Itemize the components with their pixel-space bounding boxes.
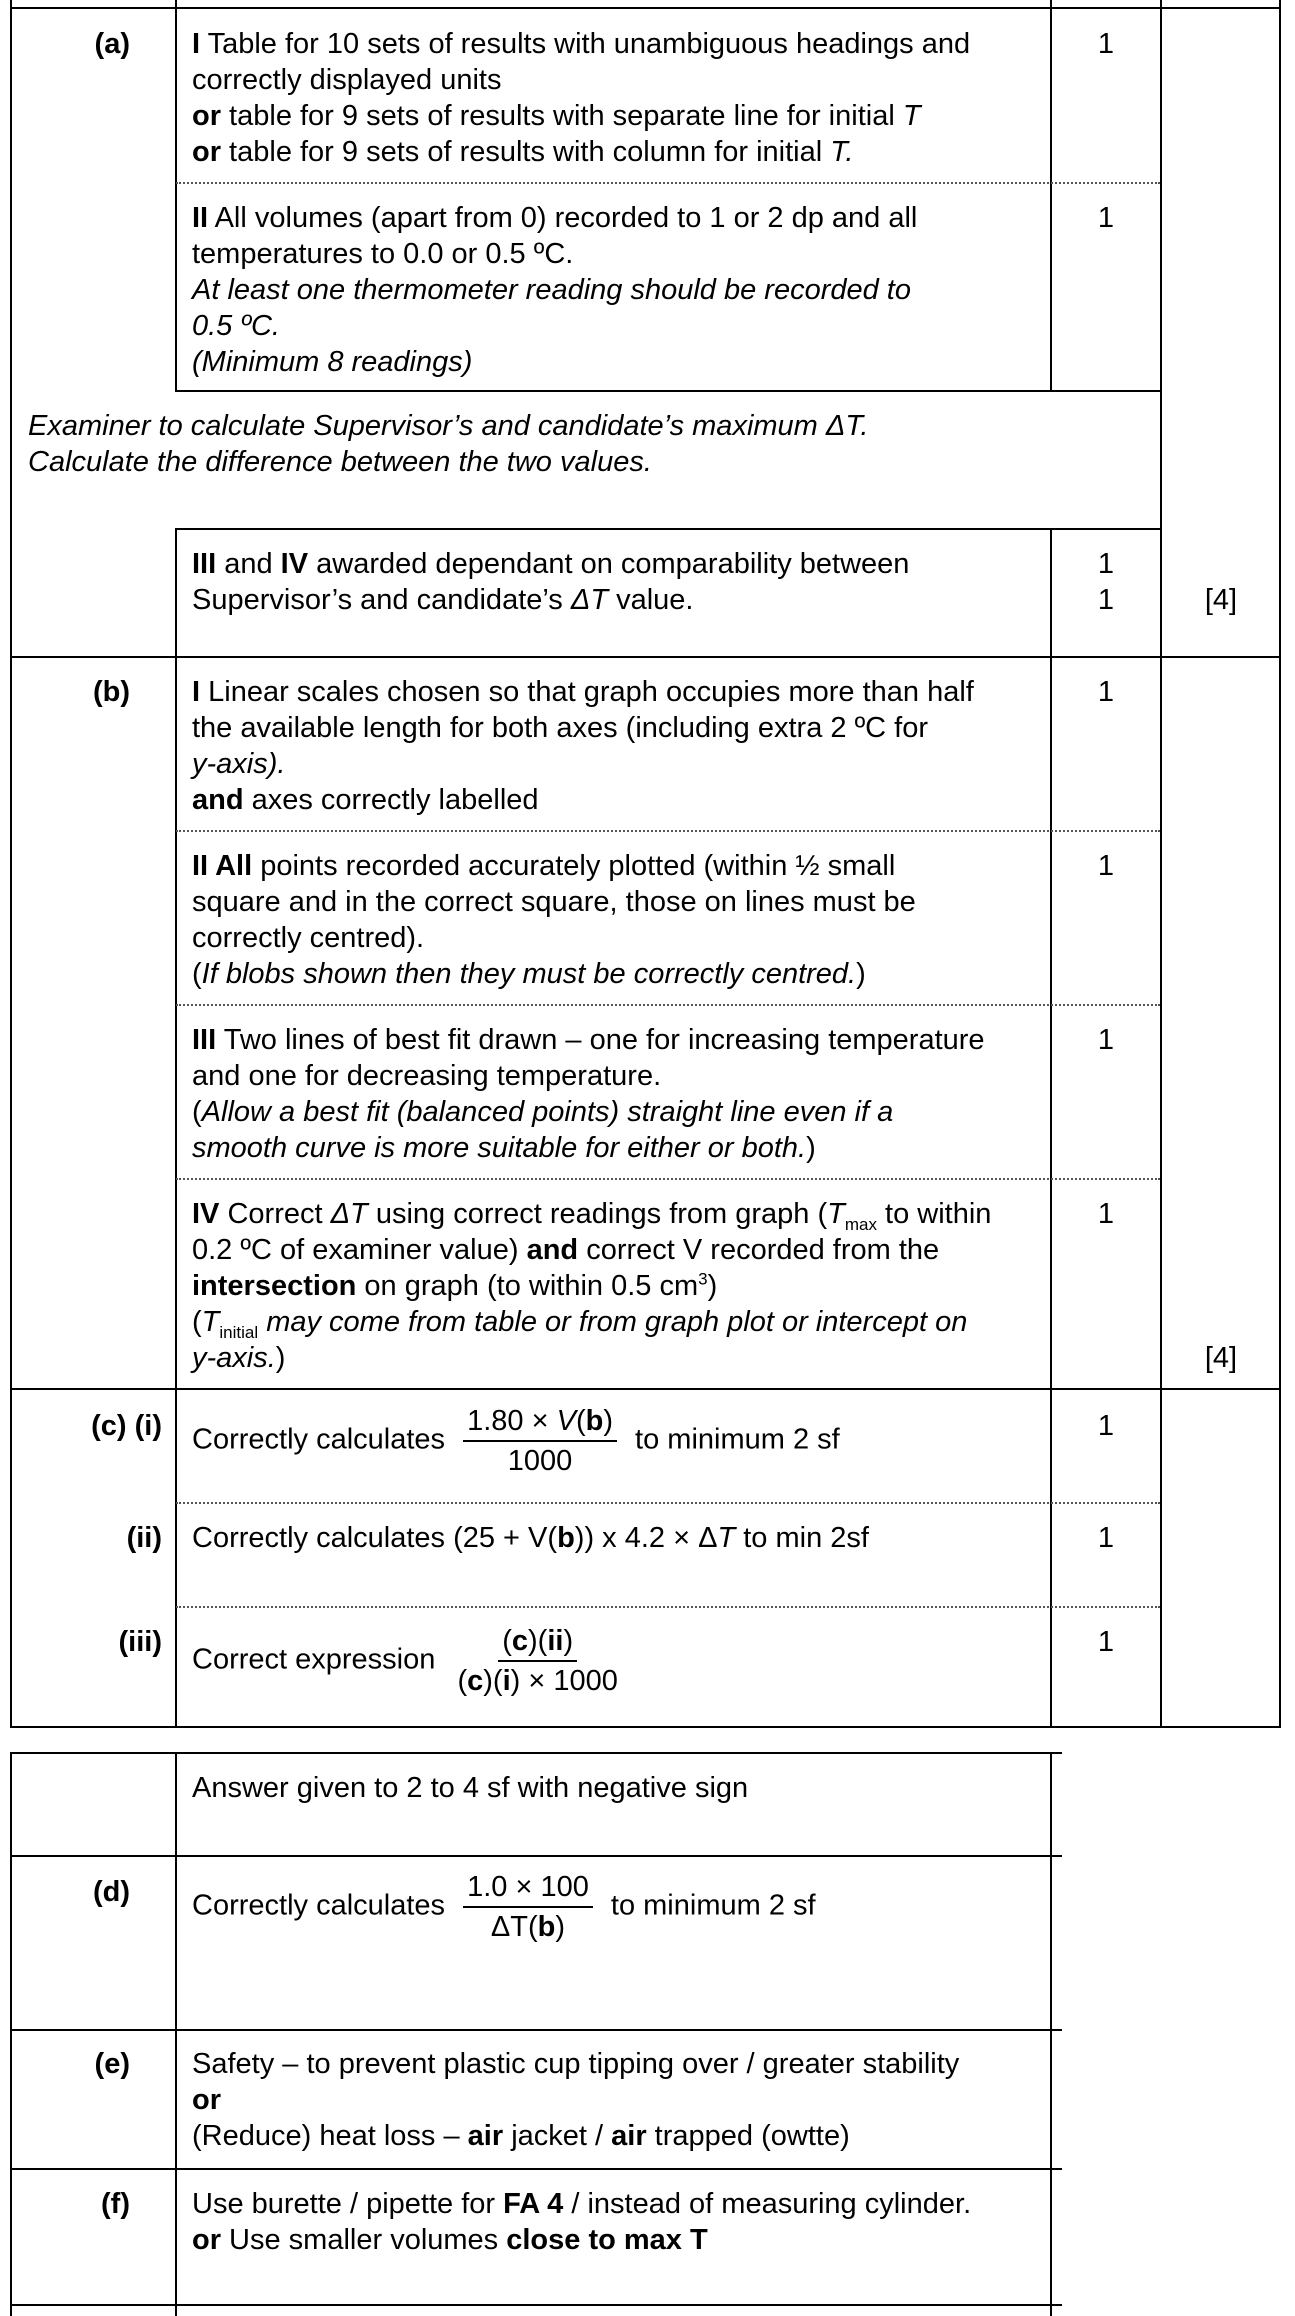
e-text: Safety – to prevent plastic cup tipping over / greater stability or (Reduce) heat loss – air jacket / air trapped (owtte) <box>192 2048 960 2152</box>
table2-text-col-line <box>1050 1752 1052 2316</box>
c-iii-text: Correct expression $\frac{(c)(ii)}{(c)(i) \times 1000}$ <box>192 1624 632 1698</box>
examiner-note: Examiner to calculate Supervisor’s and candidate’s maximum ΔT. Calculate the difference between the two values. <box>28 410 869 478</box>
b-I-text: I Linear scales chosen so that graph occupies more than half the available length for both axes (including extra 2 ºC for y-axis). and axes correctly labelled <box>192 676 974 816</box>
b-total: [4] <box>1204 1342 1238 1374</box>
a-box-bottom <box>175 390 1162 392</box>
part-a-label: (a) <box>94 28 130 60</box>
part-c-ii-label: (ii) <box>126 1522 162 1554</box>
a-label-col-line <box>175 0 177 392</box>
c-row-divider-1 <box>176 1502 1160 1504</box>
b-row-divider-3 <box>176 1178 1160 1180</box>
a-III-IV-text: III and IV awarded dependant on comparability between Supervisor’s and candidate’s ΔT value. <box>192 548 910 616</box>
table1-bottom-border <box>10 1726 1281 1728</box>
a-I-text: I Table for 10 sets of results with unambiguous headings and correctly displayed units or table for 9 sets of results with separate line for initial T or table for 9 sets of results with column for initial T. <box>192 28 971 168</box>
a-top-line <box>10 7 1281 9</box>
part-f-label: (f) <box>101 2188 130 2220</box>
d-text: Correctly calculates $\frac{1.0 \times 100}{\Delta T(b)}$ to minimum 2 sf <box>192 1871 816 1943</box>
d-fraction: $\frac{1.0 \times 100}{\Delta T(b)}$ <box>463 1870 593 1944</box>
a-section-bottom <box>10 656 1281 658</box>
a-II-mark: 1 <box>1097 202 1115 234</box>
c-i-text: Correctly calculates $\frac{1.80 \times V(b)}{1000}$ to minimum 2 sf <box>192 1405 840 1477</box>
a-total: [4] <box>1204 584 1238 616</box>
c-ii-text: Correctly calculates (25 + V(b)) x 4.2 × ΔT to min 2sf <box>192 1522 869 1554</box>
b-III-text: III Two lines of best fit drawn – one for increasing temperature and one for decreasing temperature. (Allow a best fit (balanced points) straight line even if a smooth curve is more suitable for either or both.) <box>192 1024 985 1164</box>
a-row-divider <box>176 182 1160 184</box>
table2-line-e <box>10 2029 1062 2031</box>
f-text: Use burette / pipette for FA 4 / instead of measuring cylinder. or Use smaller volumes close to max T <box>192 2188 972 2256</box>
table1-left-border <box>10 0 12 1728</box>
c-iii-fraction: $\frac{(c)(ii)}{(c)(i) \times 1000}$ <box>457 1625 618 1697</box>
b-I-mark: 1 <box>1097 676 1115 708</box>
c-continued-text: Answer given to 2 to 4 sf with negative sign <box>192 1772 749 1804</box>
b-II-text: II All points recorded accurately plotted (within ½ small square and in the correct square, those on lines must be correctly centred). (If blobs shown then they must be correctly centred.) <box>192 850 916 990</box>
c-i-fraction: $\frac{1.80 \times V(b)}{1000}$ <box>463 1404 617 1478</box>
part-c-iii-label: (iii) <box>118 1626 162 1658</box>
b-II-mark: 1 <box>1097 850 1115 882</box>
b-row-divider-1 <box>176 830 1160 832</box>
b-III-mark: 1 <box>1097 1024 1115 1056</box>
table2-line-f <box>10 2168 1062 2170</box>
b-IV-mark: 1 <box>1097 1198 1115 1230</box>
a2-box-top <box>175 528 1162 530</box>
c-row-divider-2 <box>176 1606 1160 1608</box>
c-i-mark: 1 <box>1097 1410 1115 1442</box>
table2-line-d <box>10 1855 1062 1857</box>
b-label-col-line <box>175 656 177 1728</box>
b-IV-text: IV Correct ΔT using correct readings from graph ($T_{max}$ to within 0.2 ºC of examiner value) and correct V recorded from the intersection on graph (to within 0.5 $cm^3$) ($T_{initial}$ may come from table or from graph plot or intercept on y-axis.) <box>192 1198 992 1374</box>
part-e-label: (e) <box>94 2048 130 2080</box>
part-b-label: (b) <box>92 676 130 708</box>
a-IV-mark: 1 <box>1097 584 1115 616</box>
part-d-label: (d) <box>92 1876 130 1908</box>
c-ii-mark: 1 <box>1097 1522 1115 1554</box>
a-II-text: II All volumes (apart from 0) recorded to 1 or 2 dp and all temperatures to 0.0 or 0.5 ºC. At least one thermometer reading should be recorded to 0.5 ºC. (Minimum 8 readings) <box>192 202 918 378</box>
part-c-i-label: (c) (i) <box>91 1410 162 1442</box>
b-section-bottom <box>10 1388 1281 1390</box>
a-III-mark: 1 <box>1097 548 1115 580</box>
a-I-mark: 1 <box>1097 28 1115 60</box>
c-iii-mark: 1 <box>1097 1626 1115 1658</box>
a2-label-col-line <box>175 528 177 658</box>
table2-line-bottom <box>10 2304 1062 2306</box>
table2-label-col-line <box>175 1752 177 2316</box>
table1-right-border <box>1279 0 1281 1728</box>
b-mark-col-line <box>1050 656 1052 1728</box>
b-row-divider-2 <box>176 1004 1160 1006</box>
table2-top-line <box>10 1752 1062 1754</box>
table2-left-border <box>10 1752 12 2316</box>
